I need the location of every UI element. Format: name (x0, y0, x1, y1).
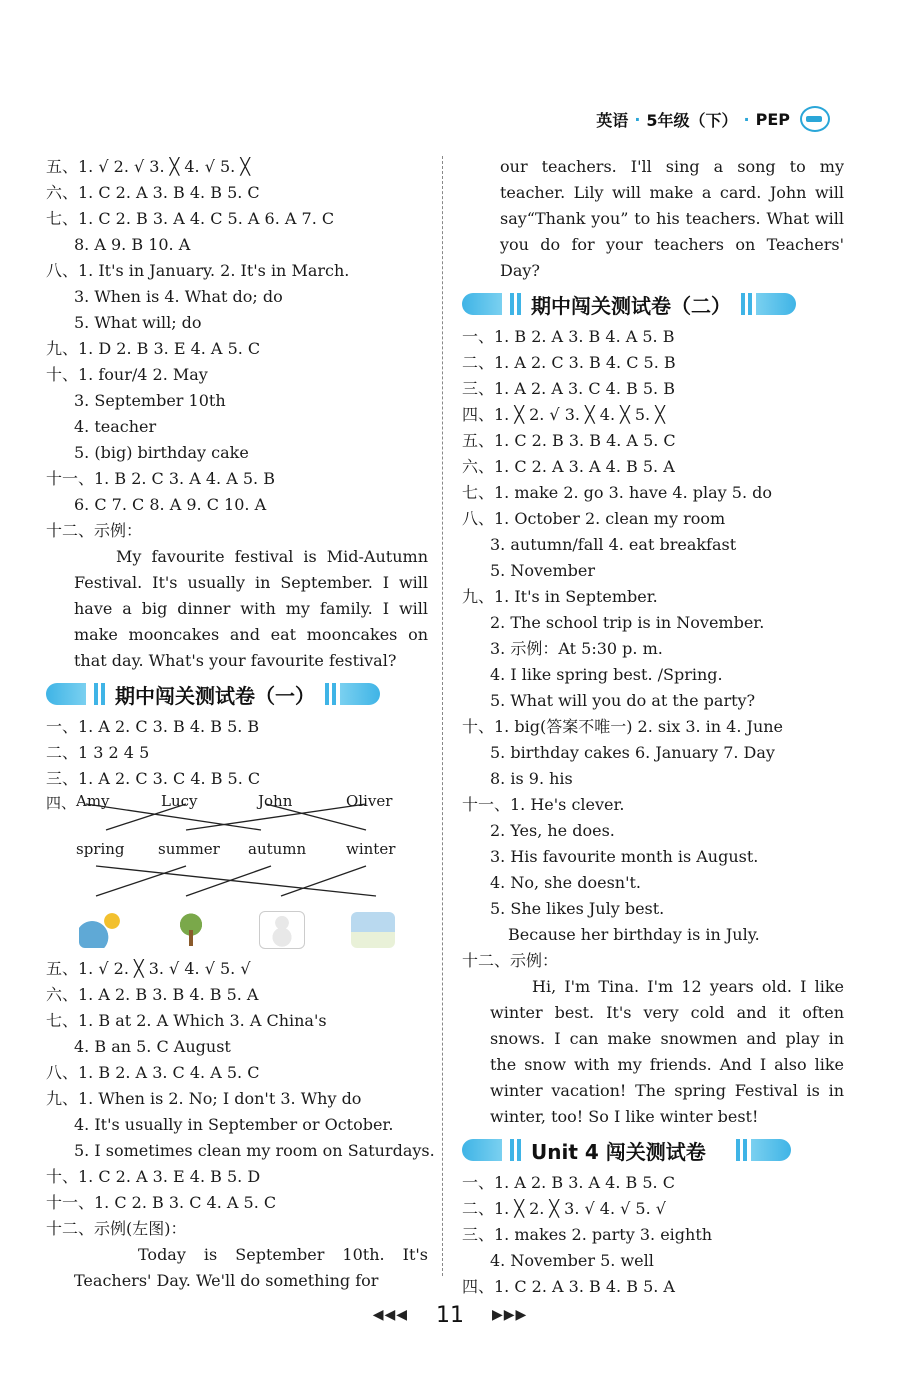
answer-line: 2. The school trip is in November. (490, 613, 765, 632)
answer-line: 2. Yes, he does. (490, 821, 615, 840)
separator: · (634, 109, 641, 129)
answer-line: 5. birthday cakes 6. January 7. Day (490, 743, 775, 762)
answer-line: 4. November 5. well (490, 1251, 654, 1270)
page-footer (0, 1300, 900, 1330)
answer-line: 四、1. ╳ 2. √ 3. ╳ 4. ╳ 5. ╳ (462, 405, 665, 424)
subject: 英语 (596, 110, 629, 130)
answer-line: 5. She likes July best. (490, 899, 665, 918)
answer-line: 3. autumn/fall 4. eat breakfast (490, 535, 737, 554)
answer-line: 六、1. C 2. A 3. A 4. B 5. A (462, 457, 675, 476)
season-label: autumn (248, 840, 307, 858)
prev-arrows-icon: ◀◀◀ (372, 1307, 408, 1323)
answer-line: 一、1. B 2. A 3. B 4. A 5. B (462, 327, 675, 346)
answer-line: 4. It's usually in September or October. (74, 1115, 394, 1134)
section-heading (462, 1132, 844, 1168)
edition: PEP (755, 109, 790, 129)
answer-line: 3. His favourite month is August. (490, 847, 759, 866)
page-header (596, 104, 830, 134)
separator: · (743, 109, 750, 129)
book-logo-icon (800, 106, 830, 132)
answer-line: Because her birthday is in July. (508, 925, 760, 944)
answer-line: 6. C 7. C 8. A 9. C 10. A (74, 495, 267, 514)
right-column (462, 154, 844, 1300)
answer-line: 八、1. October 2. clean my room (462, 509, 726, 528)
section-title: 期中闯关测试卷（二） (531, 293, 731, 318)
section-heading (46, 676, 428, 712)
answer-line: 十、1. big(答案不唯一) 2. six 3. in 4. June (462, 717, 784, 736)
answer-line: 3. When is 4. What do; do (74, 287, 283, 306)
matching-diagram (46, 792, 428, 904)
grade: 5年级（下） (646, 110, 738, 130)
season-pictures (46, 904, 428, 956)
name-label: John (258, 792, 293, 810)
answer-line: 5. I sometimes clean my room on Saturdays. (74, 1141, 435, 1160)
answer-line: 五、1. √ 2. ╳ 3. √ 4. √ 5. √ (46, 959, 251, 978)
page-number: 11 (436, 1302, 464, 1328)
answer-line: 十一、1. He's clever. (462, 795, 625, 814)
sample-essay-continued: our teachers. I'll sing a song to my teacher. Lily will make a card. John will say“Thank you” to his teachers. What will you do for your teachers on Teachers' Day? (500, 157, 844, 280)
answer-line: 八、1. B 2. A 3. C 4. A 5. C (46, 1063, 260, 1082)
tree-picture-icon (169, 912, 213, 948)
answer-line: 五、1. √ 2. √ 3. ╳ 4. √ 5. ╳ (46, 157, 250, 176)
answer-line: 三、1. makes 2. party 3. eighth (462, 1225, 713, 1244)
answer-line: 六、1. C 2. A 3. B 4. B 5. C (46, 183, 260, 202)
question-number: 四、 (46, 794, 77, 812)
section-title: 期中闯关测试卷（一） (115, 683, 315, 708)
answer-line: 8. A 9. B 10. A (74, 235, 191, 254)
section-heading (462, 286, 844, 322)
family-picture-icon (351, 912, 395, 948)
name-label: Lucy (161, 792, 198, 810)
answer-line: 十二、示例(左图)： (46, 1219, 187, 1238)
answer-line: 8. is 9. his (490, 769, 573, 788)
season-label: winter (346, 840, 396, 858)
answer-line: 十二、示例： (462, 951, 559, 970)
answer-line: 四、1. C 2. A 3. B 4. B 5. A (462, 1277, 675, 1296)
sample-essay: Today is September 10th. It's Teachers' Day. We'll do something for (74, 1245, 428, 1290)
answer-line: 十二、示例： (46, 521, 143, 540)
next-arrows-icon: ▶▶▶ (492, 1307, 528, 1323)
answer-line: 八、1. It's in January. 2. It's in March. (46, 261, 350, 280)
answer-line: 5. November (490, 561, 596, 580)
answer-line: 二、1. A 2. C 3. B 4. C 5. B (462, 353, 676, 372)
answer-line: 七、1. B at 2. A Which 3. A China's (46, 1011, 327, 1030)
answer-line: 4. I like spring best. /Spring. (490, 665, 723, 684)
swimming-picture-icon (79, 912, 123, 948)
answer-line: 3. 示例：At 5:30 p. m. (490, 639, 663, 658)
answer-line: 六、1. A 2. B 3. B 4. B 5. A (46, 985, 259, 1004)
answer-line: 十、1. C 2. A 3. E 4. B 5. D (46, 1167, 261, 1186)
answer-line: 九、1. When is 2. No; I don't 3. Why do (46, 1089, 362, 1108)
answer-line: 4. No, she doesn't. (490, 873, 641, 892)
answer-line: 三、1. A 2. A 3. C 4. B 5. B (462, 379, 675, 398)
sample-essay: Hi, I'm Tina. I'm 12 years old. I like winter best. It's very cold and it often snows. I can make snowmen and play in the snow with my friends. And I also like winter vacation! The spring Festival is in winter, too! So I like winter best! (490, 977, 844, 1126)
answer-line: 十一、1. C 2. B 3. C 4. A 5. C (46, 1193, 277, 1212)
answer-line: 九、1. It's in September. (462, 587, 658, 606)
sample-essay: My favourite festival is Mid-Autumn Festival. It's usually in September. I will have a big dinner with my family. I will make mooncakes and eat mooncakes on that day. What's your favourite festival? (74, 547, 428, 670)
section-title: Unit 4 闯关测试卷 (531, 1139, 706, 1164)
answer-line: 一、1. A 2. C 3. B 4. B 5. B (46, 717, 260, 736)
answer-line: 4. B an 5. C August (74, 1037, 231, 1056)
answer-line: 5. What will you do at the party? (490, 691, 756, 710)
answer-line: 4. teacher (74, 417, 157, 436)
column-divider (442, 156, 443, 1276)
answer-line: 三、1. A 2. C 3. C 4. B 5. C (46, 769, 261, 788)
name-label: Amy (76, 792, 110, 810)
answer-line: 五、1. C 2. B 3. B 4. A 5. C (462, 431, 676, 450)
answer-line: 十、1. four/4 2. May (46, 365, 208, 384)
answer-line: 3. September 10th (74, 391, 226, 410)
name-label: Oliver (346, 792, 393, 810)
answer-line: 5. What will; do (74, 313, 202, 332)
answer-line: 十一、1. B 2. C 3. A 4. A 5. B (46, 469, 275, 488)
season-label: summer (158, 840, 220, 858)
answer-line: 二、1. ╳ 2. ╳ 3. √ 4. √ 5. √ (462, 1199, 666, 1218)
left-column (46, 154, 435, 1294)
snowman-picture-icon (259, 911, 305, 949)
answer-line: 一、1. A 2. B 3. A 4. B 5. C (462, 1173, 675, 1192)
answer-line: 二、1 3 2 4 5 (46, 743, 150, 762)
answer-line: 5. (big) birthday cake (74, 443, 249, 462)
answer-line: 七、1. make 2. go 3. have 4. play 5. do (462, 483, 773, 502)
answer-line: 七、1. C 2. B 3. A 4. C 5. A 6. A 7. C (46, 209, 335, 228)
answer-line: 九、1. D 2. B 3. E 4. A 5. C (46, 339, 261, 358)
season-label: spring (76, 840, 125, 858)
